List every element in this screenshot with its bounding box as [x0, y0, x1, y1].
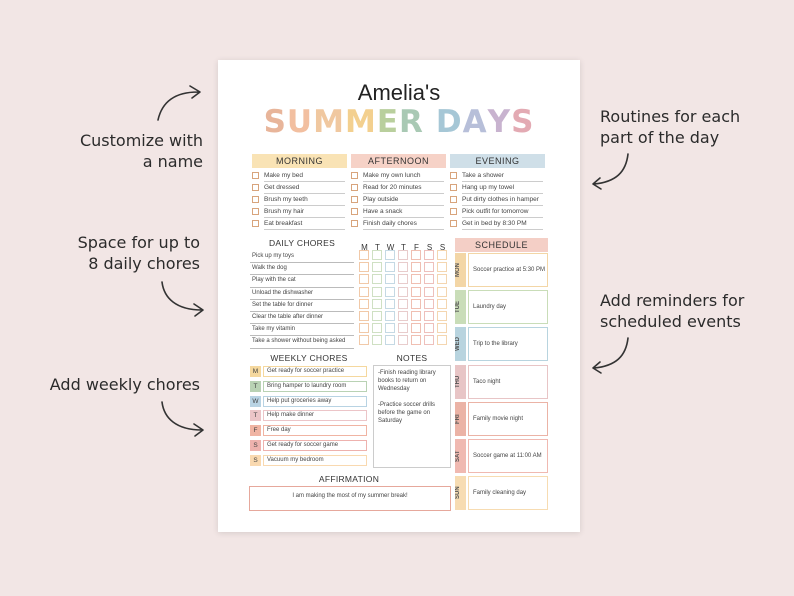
child-name: Amelia's [357, 80, 441, 105]
task-label: Get dressed [264, 182, 345, 194]
callout-reminders [600, 290, 780, 332]
chore-checkbox[interactable] [372, 335, 382, 345]
weekly-chore-item[interactable]: Vacuum my bedroom [263, 455, 367, 466]
chore-checkbox[interactable] [424, 262, 434, 272]
title-letter: M [313, 104, 345, 140]
chore-checkbox[interactable] [411, 299, 421, 309]
title-letter: U [286, 104, 314, 140]
arrow-icon [156, 398, 211, 440]
chore-checkbox[interactable] [398, 311, 408, 321]
chore-checkbox[interactable] [359, 323, 369, 333]
routine-task [252, 218, 347, 230]
schedule-day-mon: MON [455, 253, 466, 287]
chore-checkbox[interactable] [411, 311, 421, 321]
task-label: Take a shower [462, 170, 543, 182]
daily-chore-item: Take my vitamin [250, 324, 354, 336]
chore-checkbox[interactable] [411, 335, 421, 345]
summer-days-title [218, 104, 580, 140]
task-checkbox[interactable] [252, 208, 259, 215]
task-checkbox[interactable] [450, 220, 457, 227]
weekly-day-letter: S [250, 440, 261, 451]
chore-checkbox[interactable] [424, 287, 434, 297]
callout-line: Customize with [79, 131, 203, 150]
schedule-event[interactable]: Soccer practice at 5:30 PM [468, 253, 548, 287]
chore-checkbox[interactable] [437, 250, 447, 260]
schedule-event[interactable]: Trip to the library [468, 327, 548, 361]
daily-chore-item: Play with the cat [250, 275, 354, 287]
chore-checkbox[interactable] [398, 299, 408, 309]
task-label: Eat breakfast [264, 218, 345, 230]
callout-line: Add reminders for [600, 291, 745, 310]
affirmation-box: I am making the most of my summer break! [249, 486, 451, 511]
title-letter: R [399, 104, 424, 140]
chore-checkbox[interactable] [359, 335, 369, 345]
schedule-day-sun: SUN [455, 476, 466, 510]
callout-weekly [30, 374, 200, 395]
routine-task [450, 206, 545, 218]
callout-line: part of the day [600, 128, 720, 147]
task-label: Hang up my towel [462, 182, 543, 194]
chore-checkbox[interactable] [372, 323, 382, 333]
arrow-icon [150, 82, 210, 127]
routine-task [351, 170, 446, 182]
weekly-chore-item[interactable]: Bring hamper to laundry room [263, 381, 367, 392]
daily-chore-item: Unload the dishwasher [250, 288, 354, 300]
routine-task [450, 218, 545, 230]
routine-task [351, 194, 446, 206]
title-letter: D [435, 104, 463, 140]
chore-checkbox[interactable] [385, 299, 395, 309]
routine-task [351, 182, 446, 194]
chore-checkbox[interactable] [372, 299, 382, 309]
routine-header-afternoon: AFTERNOON [351, 154, 446, 168]
task-checkbox[interactable] [252, 220, 259, 227]
weekly-chore-item[interactable]: Get ready for soccer game [263, 440, 367, 451]
chore-checkbox[interactable] [385, 335, 395, 345]
routine-task [252, 206, 347, 218]
title-letter: S [263, 104, 287, 140]
routine-task [450, 170, 545, 182]
chore-checkbox[interactable] [359, 311, 369, 321]
chore-checkbox[interactable] [385, 287, 395, 297]
chore-checkbox[interactable] [437, 323, 447, 333]
callout-routines [600, 106, 780, 148]
callout-customize [60, 130, 203, 172]
chore-checkbox[interactable] [398, 262, 408, 272]
chore-day-label: W [386, 243, 395, 252]
chore-checkbox[interactable] [424, 299, 434, 309]
affirmation-title: AFFIRMATION [318, 474, 380, 484]
weekly-day-letter: F [250, 425, 261, 436]
chore-checkbox[interactable] [359, 262, 369, 272]
weekly-day-letter: T [250, 381, 261, 392]
daily-chore-item: Clear the table after dinner [250, 312, 354, 324]
schedule-event[interactable]: Taco night [468, 365, 548, 399]
chore-checkbox[interactable] [411, 287, 421, 297]
task-label: Get in bed by 8:30 PM [462, 218, 543, 230]
task-label: Finish daily chores [363, 218, 444, 230]
chore-checkbox[interactable] [411, 323, 421, 333]
chore-checkbox[interactable] [437, 287, 447, 297]
task-checkbox[interactable] [351, 220, 358, 227]
task-label: Have a snack [363, 206, 444, 218]
chore-day-label: T [375, 243, 380, 252]
schedule-event[interactable]: Family movie night [468, 402, 548, 436]
title-letter: E [376, 104, 400, 140]
weekly-day-letter: W [250, 396, 261, 407]
chore-checkbox[interactable] [437, 299, 447, 309]
task-checkbox[interactable] [450, 184, 457, 191]
chore-checkbox[interactable] [372, 262, 382, 272]
task-label: Put dirty clothes in hamper [462, 194, 543, 206]
arrow-icon [156, 278, 211, 318]
chore-checkbox[interactable] [372, 287, 382, 297]
weekly-chore-item[interactable]: Help make dinner [263, 410, 367, 421]
note-line: -Practice soccer drills before the game on Saturday [378, 402, 436, 424]
task-checkbox[interactable] [252, 184, 259, 191]
task-checkbox[interactable] [351, 184, 358, 191]
routine-task [450, 182, 545, 194]
chore-day-label: T [401, 243, 406, 252]
callout-chores [50, 232, 200, 274]
task-checkbox[interactable] [450, 196, 457, 203]
chore-checkbox[interactable] [398, 274, 408, 284]
chore-checkbox[interactable] [359, 274, 369, 284]
chore-checkbox[interactable] [437, 274, 447, 284]
chore-checkbox[interactable] [398, 250, 408, 260]
chore-checkbox[interactable] [385, 311, 395, 321]
chore-checkbox[interactable] [372, 250, 382, 260]
task-label: Read for 20 minutes [363, 182, 444, 194]
weekly-chore-item[interactable]: Free day [263, 425, 367, 436]
routine-header-evening: EVENING [450, 154, 545, 168]
daily-chores-title: DAILY CHORES [268, 238, 336, 248]
task-checkbox[interactable] [351, 172, 358, 179]
callout-line: Add weekly chores [49, 375, 200, 394]
chore-checkbox[interactable] [424, 274, 434, 284]
weekly-day-letter: M [250, 366, 261, 377]
title-letter: A [462, 104, 488, 140]
task-checkbox[interactable] [351, 196, 358, 203]
schedule-day-wed: WED [455, 327, 466, 361]
schedule-day-thu: THU [455, 365, 466, 399]
task-label: Brush my hair [264, 206, 345, 218]
task-label: Brush my teeth [264, 194, 345, 206]
chore-checkbox[interactable] [372, 274, 382, 284]
routine-task [252, 182, 347, 194]
title-letter: Y [487, 104, 512, 140]
chore-checkbox[interactable] [359, 299, 369, 309]
chore-checkbox[interactable] [424, 250, 434, 260]
chore-checkbox[interactable] [411, 250, 421, 260]
note-line: -Finish reading library books to return on Wednesday [378, 370, 436, 392]
chore-day-label: M [361, 243, 368, 252]
callout-line: scheduled events [600, 312, 741, 331]
notes-title: NOTES [396, 353, 428, 363]
daily-chore-item: Take a shower without being asked [250, 336, 354, 348]
task-checkbox[interactable] [351, 208, 358, 215]
task-checkbox[interactable] [450, 208, 457, 215]
callout-line: 8 daily chores [88, 254, 200, 273]
chore-checkbox[interactable] [398, 335, 408, 345]
chore-checkbox[interactable] [359, 287, 369, 297]
schedule-day-sat: SAT [455, 439, 466, 473]
title-letter: S [511, 104, 535, 140]
chore-day-label: S [426, 243, 433, 252]
chore-checkbox[interactable] [359, 250, 369, 260]
arrow-icon [588, 150, 638, 195]
task-checkbox[interactable] [252, 196, 259, 203]
chore-checkbox[interactable] [424, 323, 434, 333]
schedule-title: SCHEDULE [455, 238, 548, 252]
routine-task [351, 206, 446, 218]
chore-day-label: S [439, 243, 446, 252]
task-label: Play outside [363, 194, 444, 206]
chore-checkbox[interactable] [424, 311, 434, 321]
chore-checkbox[interactable] [398, 323, 408, 333]
arrow-icon [588, 334, 638, 379]
printable-sheet [218, 60, 580, 532]
callout-line: Space for up to [77, 233, 200, 252]
routine-task [252, 170, 347, 182]
daily-chore-item: Pick up my toys [250, 251, 354, 263]
title-letter: M [344, 104, 377, 140]
chore-checkbox[interactable] [385, 274, 395, 284]
notes-box[interactable] [373, 365, 451, 468]
chore-checkbox[interactable] [398, 287, 408, 297]
chore-checkbox[interactable] [372, 311, 382, 321]
schedule-day-tue: TUE [455, 290, 466, 324]
weekly-day-letter: T [250, 410, 261, 421]
task-checkbox[interactable] [252, 172, 259, 179]
schedule-day-fri: FRI [455, 402, 466, 436]
routine-task [351, 218, 446, 230]
callout-line: a name [142, 152, 203, 171]
chore-checkbox[interactable] [437, 335, 447, 345]
schedule-event[interactable]: Laundry day [468, 290, 548, 324]
weekly-chores-title: WEEKLY CHORES [270, 353, 348, 363]
task-checkbox[interactable] [450, 172, 457, 179]
weekly-chore-item[interactable]: Get ready for soccer practice [263, 366, 367, 377]
task-label: Make my bed [264, 170, 345, 182]
chore-checkbox[interactable] [411, 274, 421, 284]
routine-header-morning: MORNING [252, 154, 347, 168]
callout-line: Routines for each [600, 107, 741, 126]
task-label: Make my own lunch [363, 170, 444, 182]
weekly-day-letter: S [250, 455, 261, 466]
routine-task [450, 194, 545, 206]
chore-checkbox[interactable] [385, 262, 395, 272]
daily-chore-item: Set the table for dinner [250, 300, 354, 312]
chore-day-label: F [414, 243, 419, 252]
chore-checkbox[interactable] [385, 323, 395, 333]
chore-checkbox[interactable] [437, 262, 447, 272]
chore-checkbox[interactable] [385, 250, 395, 260]
daily-chore-item: Walk the dog [250, 263, 354, 275]
routine-task [252, 194, 347, 206]
chore-checkbox[interactable] [411, 262, 421, 272]
weekly-chore-item[interactable]: Help put groceries away [263, 396, 367, 407]
chore-checkbox[interactable] [424, 335, 434, 345]
task-label: Pick outfit for tomorrow [462, 206, 543, 218]
schedule-event[interactable]: Family cleaning day [468, 476, 548, 510]
chore-checkbox[interactable] [437, 311, 447, 321]
schedule-event[interactable]: Soccer game at 11:00 AM [468, 439, 548, 473]
